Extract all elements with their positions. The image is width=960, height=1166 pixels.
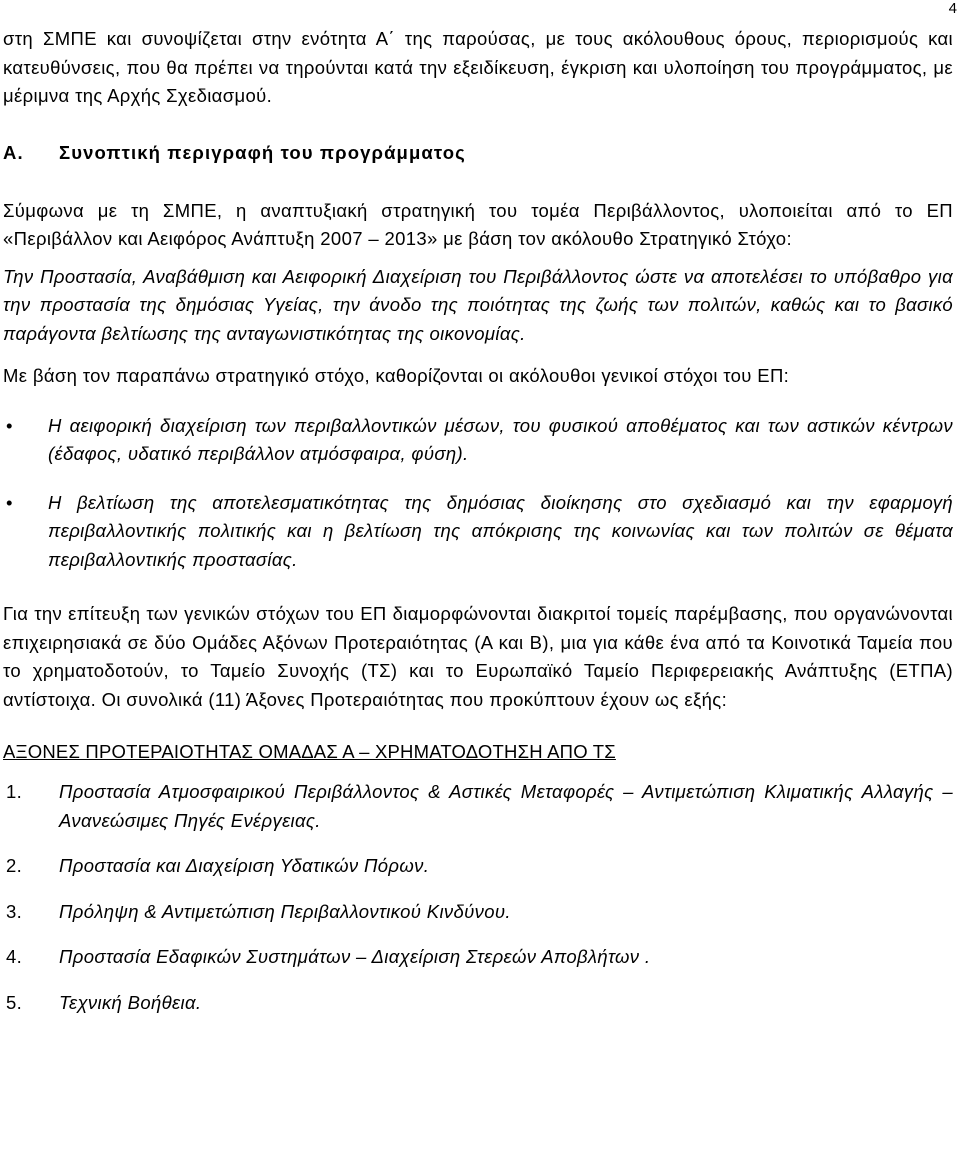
list-item [3,989,953,1018]
item-number: 4. [6,946,23,967]
bullet-icon: • [6,491,13,513]
list-item [3,898,953,927]
section-title: Συνοπτική περιγραφή του προγράμματος [59,141,466,163]
axis-text: Προστασία και Διαχείριση Υδατικών Πόρων. [59,855,430,876]
list-item [3,412,953,469]
axis-text: Προστασία Εδαφικών Συστημάτων – Διαχείριση Στερεών Αποβλήτων . [59,946,651,967]
paragraph-general-goals: Με βάση τον παραπάνω στρατηγικό στόχο, καθορίζονται οι ακόλουθοι γενικοί στόχοι του ΕΠ: [3,365,790,386]
item-number: 2. [6,855,23,876]
axis-text: Πρόληψη & Αντιμετώπιση Περιβαλλοντικού Κινδύνου. [59,900,511,922]
page-number: 4 [948,0,957,17]
item-number: 3. [6,900,23,922]
strategic-goal: Την Προστασία, Αναβάθμιση και Αειφορική Διαχείριση του Περιβάλλοντος ώστε να αποτελέσει το υπόβαθρο για την προστασία της δημόσιας Υγείας, την άνοδο της ποιότητας της ζωής των πολιτών, καθώς και το βασικό παράγοντα βελτίωσης της ανταγωνιστικότητας της οικονομίας. [3,265,953,344]
list-item [3,778,953,835]
document-body [3,25,953,1017]
list-item [3,852,953,881]
bullet-icon: • [6,414,13,436]
axis-text: Προστασία Ατμοσφαιρικού Περιβάλλοντος & Αστικές Μεταφορές – Αντιμετώπιση Κλιματικής Αλλαγής – Ανανεώσιμες Πηγές Ενέργειας. [59,781,953,831]
goal-text: Η βελτίωση της αποτελεσματικότητας της δημόσιας διοίκησης στο σχεδιασμό και την εφαρμογή περιβαλλοντικής πολιτικής και η βελτίωση της απόκρισης της κοινωνίας και των πολιτών σε θέματα περιβαλλοντικής προστασίας. [48,491,953,570]
list-item [3,489,953,575]
paragraph-axes-intro: Για την επίτευξη των γενικών στόχων του ΕΠ διαμορφώνονται διακριτοί τομείς παρέμβασης, που οργανώνονται επιχειρησιακά σε δύο Ομάδες Αξόνων Προτεραιότητας (Α και Β), μια για κάθε ένα από τα Κοινοτικά Ταμεία που το χρηματοδοτούν, το Ταμείο Συνοχής (ΤΣ) και το Ευρωπαϊκό Ταμείο Περιφερειακής Ανάπτυξης (ΕΤΠΑ) αντίστοιχα. Οι συνολικά (11) Άξονες Προτεραιότητας που προκύπτουν έχουν ως εξής: [3,603,953,710]
axis-text: Τεχνική Βοήθεια. [59,991,202,1013]
intro-paragraph: στη ΣΜΠΕ και συνοψίζεται στην ενότητα Α΄ της παρούσας, με τους ακόλουθους όρους, περιορισμούς και κατευθύνσεις, που θα πρέπει να τηρούνται κατά την εξειδίκευση, έγκριση και υλοποίηση του προγράμματος, με μέριμνα της Αρχής Σχεδιασμού. [3,28,953,106]
goal-text: Η αειφορική διαχείριση των περιβαλλοντικών μέσων, του φυσικού αποθέματος και των αστικών κέντρων (έδαφος, υδατικό περιβάλλον ατμόσφαιρα, φύση). [48,414,953,464]
section-number: Α. [3,141,24,163]
list-item [3,943,953,972]
section-heading [3,139,953,167]
paragraph-strategy: Σύμφωνα με τη ΣΜΠΕ, η αναπτυξιακή στρατηγική του τομέα Περιβάλλοντος, υλοποιείται από το ΕΠ «Περιβάλλον και Αειφόρος Ανάπτυξη 2007 – 2013» με βάση τον ακόλουθο Στρατηγικό Στόχο: [3,199,953,249]
item-number: 5. [6,991,23,1013]
item-number: 1. [6,781,23,802]
axes-group-title: ΑΞΟΝΕΣ ΠΡΟΤΕΡΑΙΟΤΗΤΑΣ ΟΜΑΔΑΣ Α – ΧΡΗΜΑΤΟΔΟΤΗΣΗ ΑΠΟ ΤΣ [3,741,616,762]
